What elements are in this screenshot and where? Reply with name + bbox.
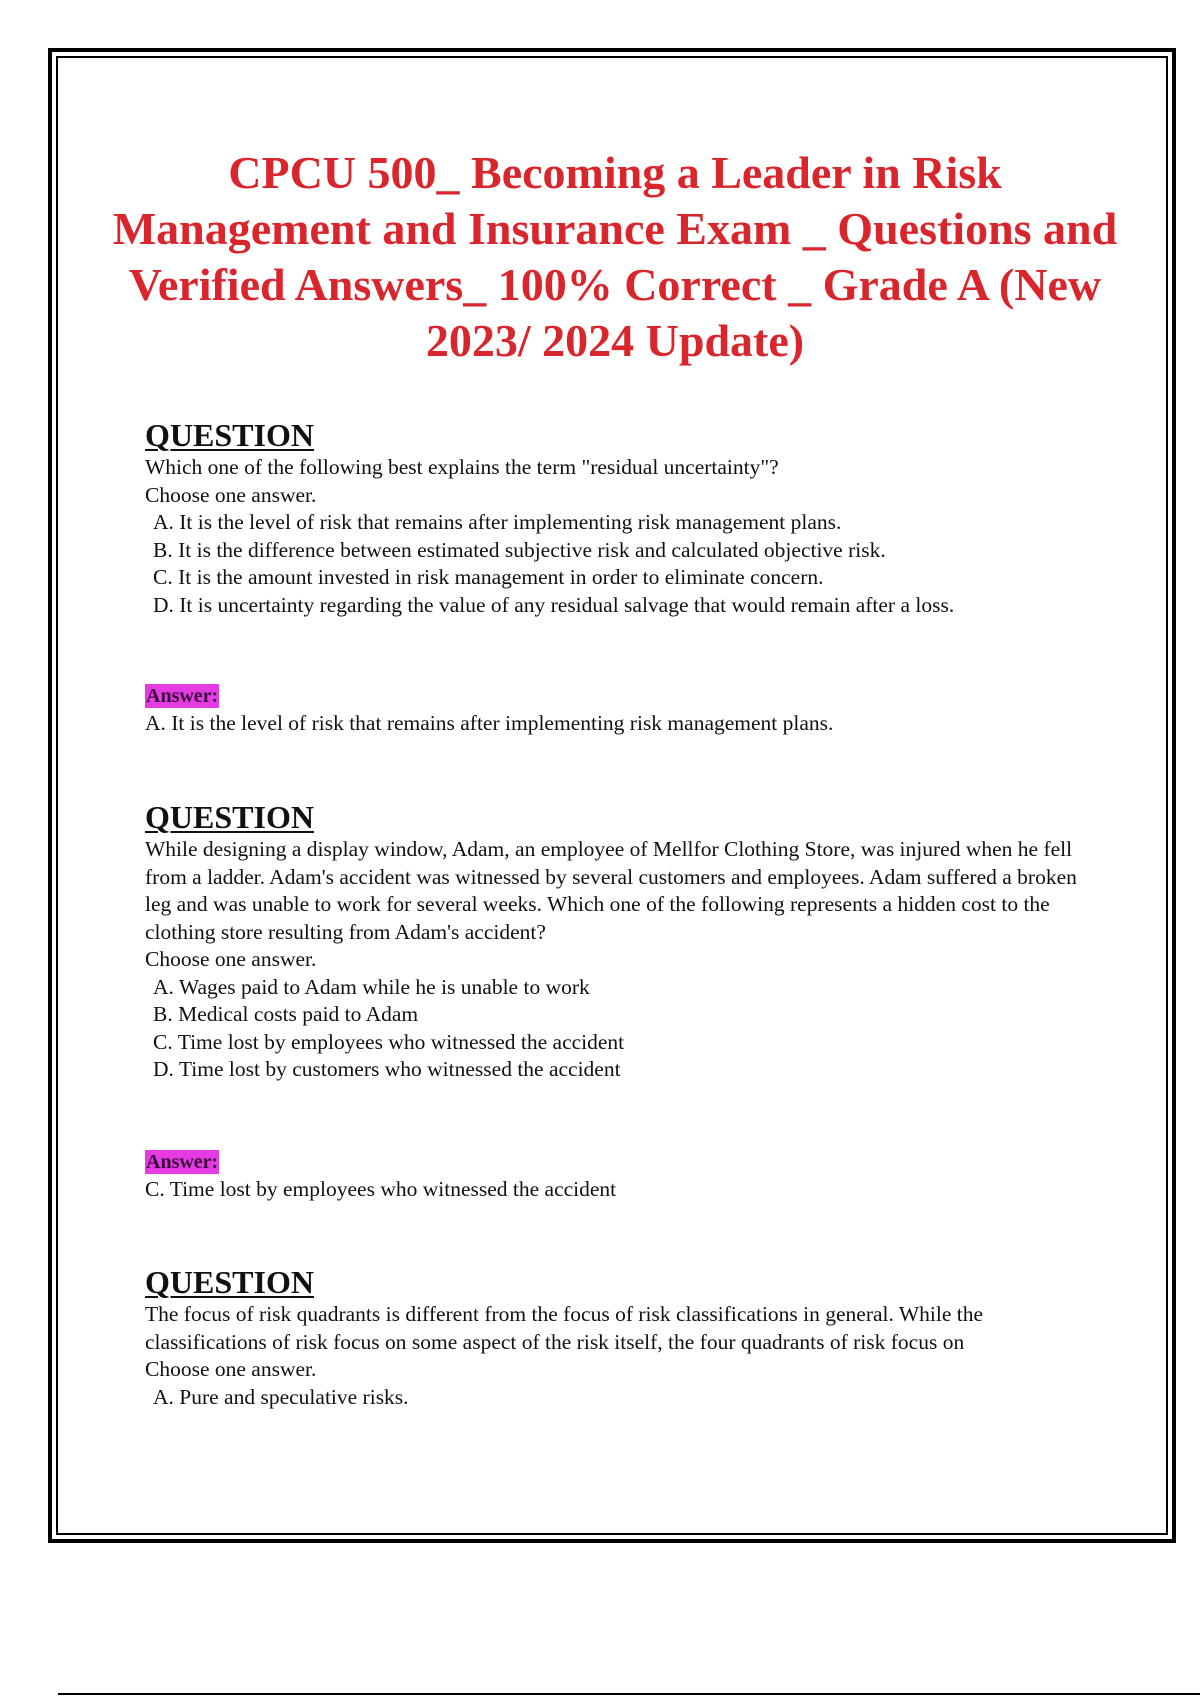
option-list: [145, 974, 1105, 1084]
document-title: CPCU 500_ Becoming a Leader in Risk Management and Insurance Exam _ Questions and Verified Answers_ 100% Correct _ Grade A (New 2023/ 2024 Update): [112, 147, 1118, 366]
option-a: A. Wages paid to Adam while he is unable to work: [153, 974, 590, 999]
answer-text: C. Time lost by employees who witnessed the accident: [145, 1177, 617, 1201]
question-prompt: Choose one answer.: [145, 482, 317, 507]
question-text: Which one of the following best explains the term "residual uncertainty"?: [145, 455, 779, 479]
question-text: The focus of risk quadrants is different from the focus of risk classifications in general. While the classifications of risk focus on some aspect of the risk itself, the four quadrants of risk focus on: [145, 1302, 984, 1354]
answer-2: [145, 1150, 1105, 1204]
option-b: B. It is the difference between estimated subjective risk and calculated objective risk.: [153, 537, 886, 562]
question-2: [145, 800, 1105, 1084]
answer-label: Answer:: [146, 685, 219, 707]
question-text: While designing a display window, Adam, an employee of Mellfor Clothing Store, was injured when he fell from a ladder. Adam's accident was witnessed by several customers and employees. Adam suffered a broken leg and was unable to work for several weeks. Which one of the following represents a hidden cost to the clothing store resulting from Adam's accident?: [145, 837, 1077, 944]
question-prompt: Choose one answer.: [145, 1357, 317, 1381]
question-heading: QUESTION: [145, 799, 314, 835]
option-c: C. It is the amount invested in risk management in order to eliminate concern.: [153, 565, 824, 589]
answer-text: A. It is the level of risk that remains after implementing risk management plans.: [145, 711, 834, 735]
question-3: [145, 1265, 1105, 1411]
option-a: A. Pure and speculative risks.: [153, 1384, 409, 1409]
footer-rule: [58, 1693, 1200, 1695]
option-list: [145, 1384, 1105, 1412]
question-heading: QUESTION: [145, 1264, 314, 1300]
option-d: D. It is uncertainty regarding the value of any residual salvage that would remain after a loss.: [153, 592, 955, 617]
question-1: [145, 418, 1105, 619]
answer-1: [145, 684, 1105, 738]
option-d: D. Time lost by customers who witnessed the accident: [153, 1057, 621, 1081]
answer-label: Answer:: [146, 1151, 219, 1173]
option-b: B. Medical costs paid to Adam: [153, 1002, 419, 1026]
question-heading: QUESTION: [145, 417, 314, 453]
option-a: A. It is the level of risk that remains after implementing risk management plans.: [153, 510, 842, 534]
question-prompt: Choose one answer.: [145, 947, 317, 971]
option-c: C. Time lost by employees who witnessed the accident: [153, 1029, 625, 1054]
option-list: [145, 509, 1105, 619]
